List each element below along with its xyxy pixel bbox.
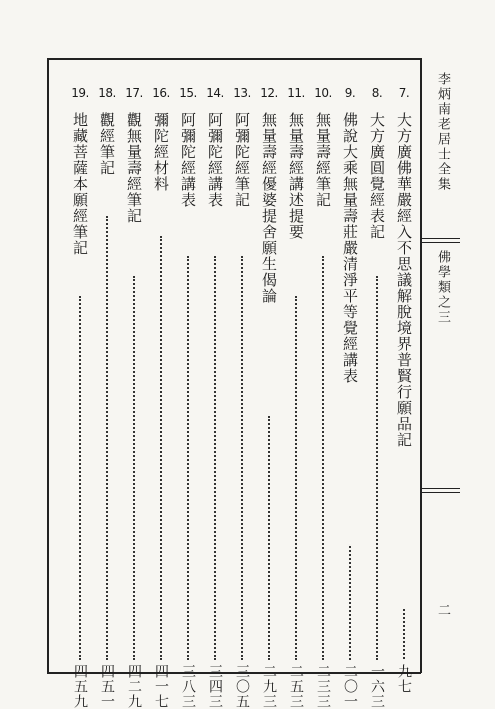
entry-page: 四一七 [153, 664, 169, 709]
frame-top-rule [47, 58, 421, 60]
leader-dots [403, 609, 407, 659]
entry-number: 18. [98, 86, 116, 100]
entry-number: 16. [152, 86, 170, 100]
entry-title: 阿彌陀經筆記 [233, 112, 251, 208]
entry-page: 三八三 [180, 664, 196, 709]
entry-title: 佛說大乘無量壽莊嚴清淨平等覺經講表 [341, 112, 359, 384]
entry-number: 10. [314, 86, 332, 100]
entry-number: 9. [344, 86, 356, 100]
entry-page: 一六三 [369, 664, 385, 709]
entry-number: 11. [287, 86, 305, 100]
entry-page: 三四三 [207, 664, 223, 709]
entry-page: 二五三 [288, 664, 304, 709]
leader-dots [349, 546, 353, 660]
entry-number: 19. [71, 86, 89, 100]
leader-dots [79, 296, 83, 660]
category-label: 佛學類之三 [435, 250, 450, 325]
entry-page: 二三三 [315, 664, 331, 709]
entry-number: 13. [233, 86, 251, 100]
entry-title: 無量壽經講述提要 [287, 112, 305, 240]
leader-dots [295, 296, 299, 660]
entry-page: 九七 [396, 664, 412, 694]
entry-title: 彌陀經材料 [152, 112, 170, 192]
leader-dots [106, 216, 110, 660]
leader-dots [376, 276, 380, 660]
entry-number: 7. [398, 86, 410, 100]
entry-number: 12. [260, 86, 278, 100]
entry-title: 無量壽經筆記 [314, 112, 332, 208]
header-divider-4 [420, 492, 460, 493]
frame-left-rule [47, 58, 49, 673]
leader-dots [214, 256, 218, 660]
entry-page: 二〇一 [342, 664, 358, 709]
entry-page: 二九三 [261, 664, 277, 709]
entry-page: 四二九 [126, 664, 142, 709]
page-number: 二 [435, 603, 450, 618]
entry-number: 14. [206, 86, 224, 100]
entry-title: 觀無量壽經筆記 [125, 112, 143, 224]
entry-number: 15. [179, 86, 197, 100]
leader-dots [160, 236, 164, 660]
entry-page: 四五九 [72, 664, 88, 709]
header-divider-1 [420, 238, 460, 239]
entry-page: 四五一 [99, 664, 115, 709]
frame-right-rule [420, 58, 422, 673]
book-title: 李炳南老居士全集 [435, 72, 450, 192]
entry-page: 三〇五 [234, 664, 250, 709]
entry-title: 阿彌陀經講表 [179, 112, 197, 208]
entry-title: 大方廣佛華嚴經入不思議解脫境界普賢行願品記 [395, 112, 413, 448]
entry-title: 地藏菩薩本願經筆記 [71, 112, 89, 256]
entry-number: 8. [371, 86, 383, 100]
entry-title: 無量壽經優婆提舍願生偈論 [260, 112, 278, 304]
header-divider-2 [420, 242, 460, 243]
leader-dots [241, 256, 245, 660]
entry-title: 大方廣圓覺經表記 [368, 112, 386, 240]
leader-dots [133, 276, 137, 660]
leader-dots [187, 256, 191, 660]
entry-title: 觀經筆記 [98, 112, 116, 176]
entry-title: 阿彌陀經講表 [206, 112, 224, 208]
leader-dots [268, 416, 272, 660]
leader-dots [322, 256, 326, 660]
entry-number: 17. [125, 86, 143, 100]
header-divider-3 [420, 488, 460, 489]
